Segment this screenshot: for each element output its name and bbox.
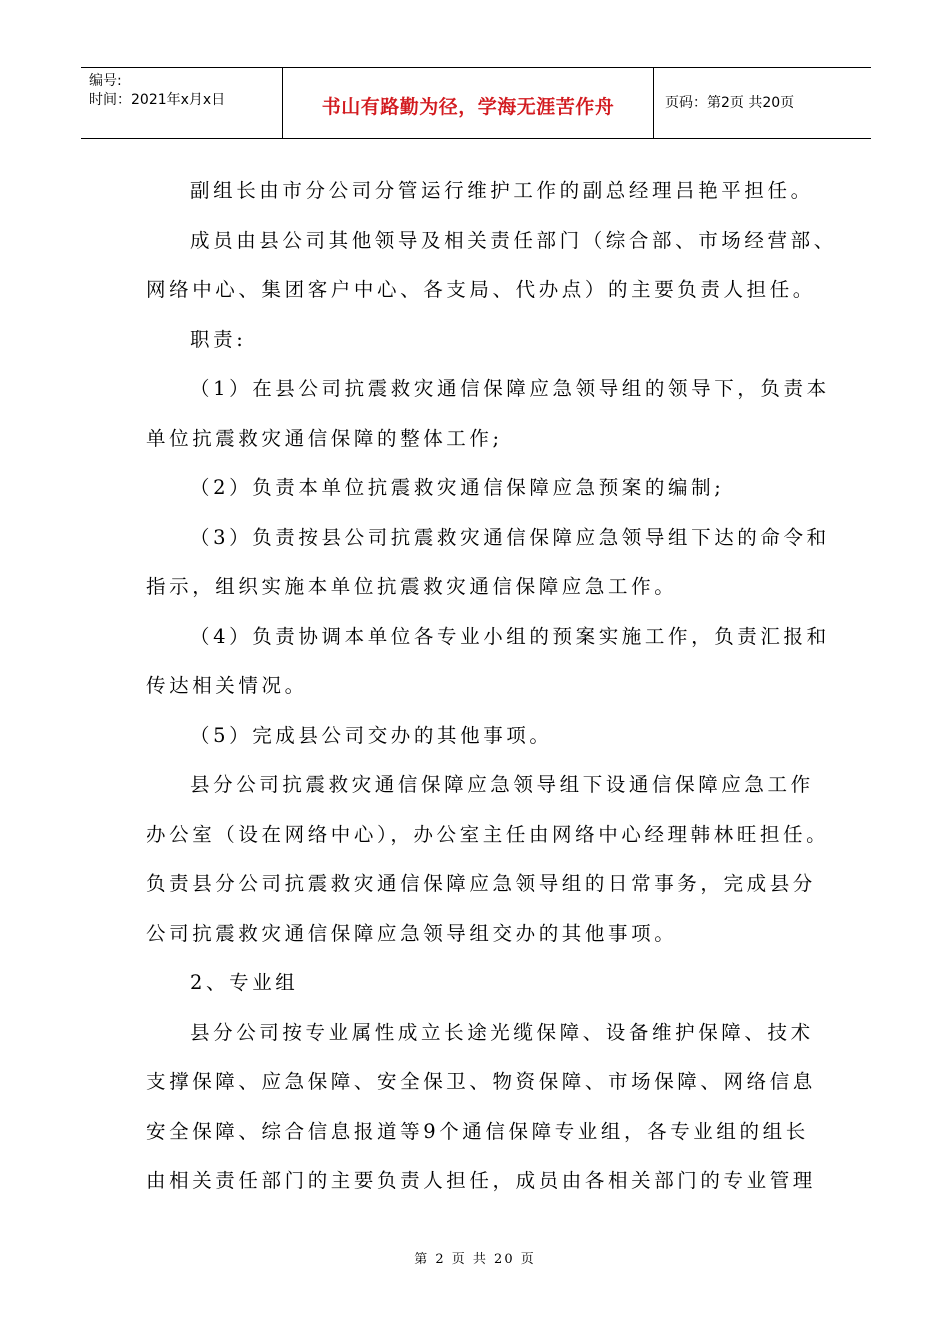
body-line: 成员由县公司其他领导及相关责任部门（综合部、市场经营部、 xyxy=(190,228,837,252)
section-heading: 2、专业组 xyxy=(190,971,299,994)
page-info: 页码：第2页 共20页 xyxy=(665,95,795,111)
body-line: 安全保障、综合信息报道等9个通信保障专业组，各专业组的组长 xyxy=(146,1119,809,1143)
body-line: 传达相关情况。 xyxy=(146,674,308,697)
body-line: （5）完成县公司交办的其他事项。 xyxy=(190,723,553,747)
body-line: （2）负责本单位抗震救灾通信保障应急预案的编制; xyxy=(190,476,725,499)
body-line: 单位抗震救灾通信保障的整体工作; xyxy=(146,426,503,450)
body-line: 指示，组织实施本单位抗震救灾通信保障应急工作。 xyxy=(146,575,678,598)
body-line: （1）在县公司抗震救灾通信保障应急领导组的领导下，负责本 xyxy=(190,377,830,400)
number-label: 编号: xyxy=(89,73,122,89)
body-line: 县分公司按专业属性成立长途光缆保障、设备维护保障、技术 xyxy=(190,1020,814,1044)
body-line: 由相关责任部门的主要负责人担任，成员由各相关部门的专业管理 xyxy=(146,1169,816,1192)
body-line: （4）负责协调本单位各专业小组的预案实施工作，负责汇报和 xyxy=(190,624,830,648)
date-line: 时间：2021年x月x日 xyxy=(89,92,226,108)
motto-text: 书山有路勤为径，学海无涯苦作舟 xyxy=(321,96,615,118)
body-line: 支撑保障、应急保障、安全保卫、物资保障、市场保障、网络信息 xyxy=(146,1070,816,1093)
page-footer: 第 2 页 共 20 页 xyxy=(414,1252,536,1267)
body-line: （3）负责按县公司抗震救灾通信保障应急领导组下达的命令和 xyxy=(190,525,830,549)
body-line: 办公室（设在网络中心），办公室主任由网络中心经理韩林旺担任。 xyxy=(146,822,830,846)
header-table xyxy=(81,67,871,139)
body-line: 负责县分公司抗震救灾通信保障应急领导组的日常事务，完成县分 xyxy=(146,872,816,895)
body-line: 县分公司抗震救灾通信保障应急领导组下设通信保障应急工作 xyxy=(190,773,814,796)
header-page-cell xyxy=(653,68,871,138)
header-meta-cell xyxy=(81,68,282,138)
body-line: 网络中心、集团客户中心、各支局、代办点）的主要负责人担任。 xyxy=(146,278,816,301)
body-line: 职责: xyxy=(190,327,247,351)
body-line: 副组长由市分公司分管运行维护工作的副总经理吕艳平担任。 xyxy=(190,179,814,202)
body-line: 公司抗震救灾通信保障应急领导组交办的其他事项。 xyxy=(146,921,678,945)
document-body xyxy=(146,166,837,1206)
header-motto-cell xyxy=(282,68,654,138)
